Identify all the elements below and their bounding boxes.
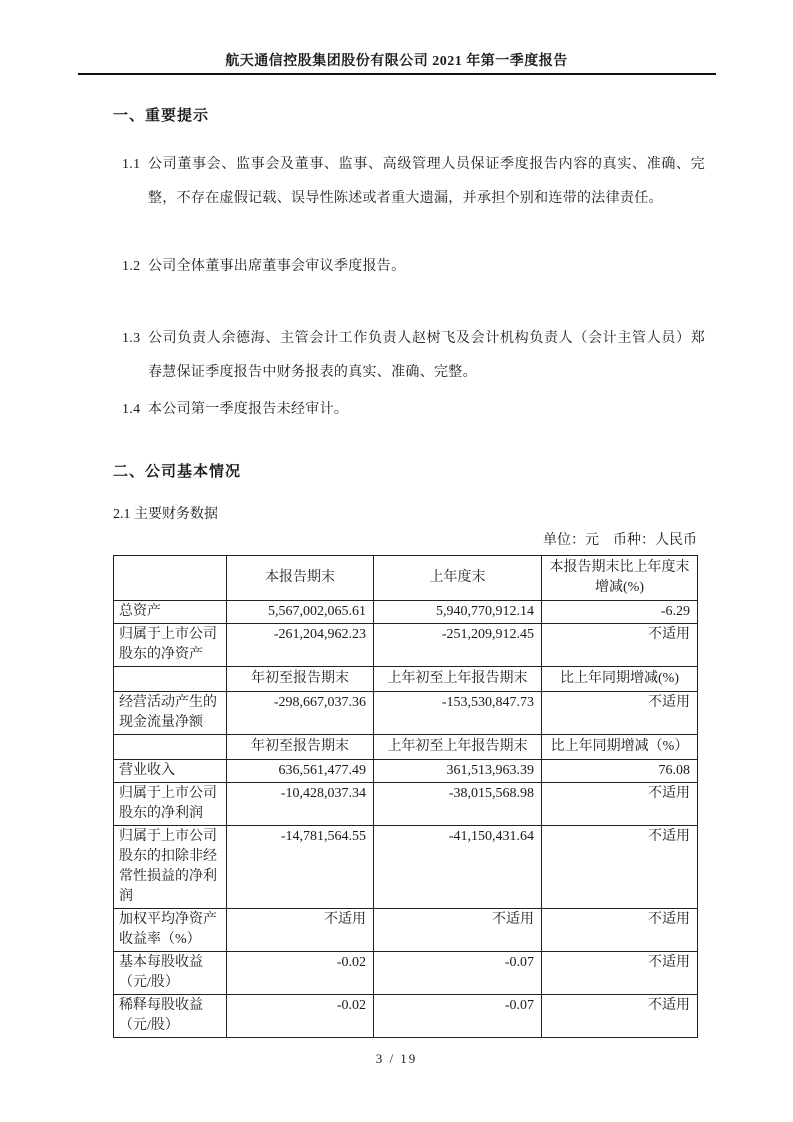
value-cell: 不适用 xyxy=(374,909,542,952)
paragraph-number: 1.4 xyxy=(122,402,141,417)
table-row xyxy=(114,760,698,783)
table-header-cell: 本报告期末 xyxy=(227,556,374,601)
table-header-cell xyxy=(114,667,227,692)
table-header-cell: 本报告期末比上年度末增减(%) xyxy=(542,556,698,601)
value-cell: -0.02 xyxy=(227,995,374,1038)
table-row xyxy=(114,826,698,909)
paragraph-number: 1.2 xyxy=(122,259,141,274)
table-header-cell: 比上年同期增减(%) xyxy=(542,667,698,692)
section-heading-important-notice: 一、重要提示 xyxy=(113,108,210,124)
value-cell: -0.07 xyxy=(374,995,542,1038)
row-label-cell: 归属于上市公司股东的扣除非经常性损益的净利润 xyxy=(114,826,227,909)
table-header-cell xyxy=(114,735,227,760)
paragraph-1-1 xyxy=(113,148,705,216)
value-cell: 不适用 xyxy=(542,624,698,667)
table-header-cell: 上年度末 xyxy=(374,556,542,601)
row-label-cell: 基本每股收益（元/股） xyxy=(114,952,227,995)
table-row xyxy=(114,909,698,952)
row-label-cell: 总资产 xyxy=(114,601,227,624)
section-heading-company-info: 二、公司基本情况 xyxy=(113,464,242,480)
value-cell: 361,513,963.39 xyxy=(374,760,542,783)
table-header-cell: 年初至报告期末 xyxy=(227,667,374,692)
value-cell: -38,015,568.98 xyxy=(374,783,542,826)
paragraph-1-2 xyxy=(113,250,705,284)
value-cell: 76.08 xyxy=(542,760,698,783)
financial-table-body xyxy=(114,556,698,1038)
value-cell: -10,428,037.34 xyxy=(227,783,374,826)
value-cell: 不适用 xyxy=(542,783,698,826)
row-label-cell: 归属于上市公司股东的净利润 xyxy=(114,783,227,826)
paragraph-1-3 xyxy=(113,322,705,390)
table-row xyxy=(114,952,698,995)
currency-unit-note: 单位：元 币种：人民币 xyxy=(543,533,697,548)
header-divider xyxy=(78,73,716,75)
value-cell: -14,781,564.55 xyxy=(227,826,374,909)
table-header-cell: 上年初至上年报告期末 xyxy=(374,735,542,760)
value-cell: 不适用 xyxy=(227,909,374,952)
paragraph-text: 公司全体董事出席董事会审议季度报告。 xyxy=(148,259,406,274)
value-cell: 不适用 xyxy=(542,995,698,1038)
value-cell: -298,667,037.36 xyxy=(227,692,374,735)
value-cell: -251,209,912.45 xyxy=(374,624,542,667)
value-cell: 5,567,002,065.61 xyxy=(227,601,374,624)
value-cell: 5,940,770,912.14 xyxy=(374,601,542,624)
value-cell: 不适用 xyxy=(542,909,698,952)
page-number-indicator: 3 / 19 xyxy=(375,1051,418,1066)
table-row xyxy=(114,624,698,667)
paragraph-text: 本公司第一季度报告未经审计。 xyxy=(148,402,349,417)
table-header-cell: 年初至报告期末 xyxy=(227,735,374,760)
table-row xyxy=(114,692,698,735)
paragraph-text: 公司董事会、监事会及董事、监事、高级管理人员保证季度报告内容的真实、准确、完整，不存在虚假记载、误导性陈述或者重大遗漏，并承担个别和连带的法律责任。 xyxy=(148,157,705,206)
table-header-row xyxy=(114,735,698,760)
value-cell: 不适用 xyxy=(542,692,698,735)
table-header-cell xyxy=(114,556,227,601)
table-header-row xyxy=(114,667,698,692)
value-cell: -0.02 xyxy=(227,952,374,995)
paragraph-text: 公司负责人余德海、主管会计工作负责人赵树飞及会计机构负责人（会计主管人员）郑春慧保证季度报告中财务报表的真实、准确、完整。 xyxy=(148,331,705,380)
value-cell: -0.07 xyxy=(374,952,542,995)
value-cell: -41,150,431.64 xyxy=(374,826,542,909)
row-label-cell: 稀释每股收益（元/股） xyxy=(114,995,227,1038)
value-cell: 不适用 xyxy=(542,952,698,995)
value-cell: 不适用 xyxy=(542,826,698,909)
row-label-cell: 归属于上市公司股东的净资产 xyxy=(114,624,227,667)
value-cell: -153,530,847.73 xyxy=(374,692,542,735)
document-title: 航天通信控股集团股份有限公司 2021 年第一季度报告 xyxy=(225,54,568,69)
table-row xyxy=(114,995,698,1038)
table-header-cell: 比上年同期增减（%） xyxy=(542,735,698,760)
table-header-row xyxy=(114,556,698,601)
table-row xyxy=(114,783,698,826)
value-cell: -261,204,962.23 xyxy=(227,624,374,667)
table-row xyxy=(114,601,698,624)
value-cell: -6.29 xyxy=(542,601,698,624)
row-label-cell: 加权平均净资产收益率（%） xyxy=(114,909,227,952)
table-header-cell: 上年初至上年报告期末 xyxy=(374,667,542,692)
row-label-cell: 营业收入 xyxy=(114,760,227,783)
row-label-cell: 经营活动产生的现金流量净额 xyxy=(114,692,227,735)
paragraph-number: 1.3 xyxy=(122,331,141,346)
paragraph-1-4 xyxy=(113,393,705,427)
subsection-heading-financial-data: 2.1 主要财务数据 xyxy=(113,507,218,522)
paragraph-number: 1.1 xyxy=(122,157,141,172)
page-content xyxy=(113,105,705,1038)
value-cell: 636,561,477.49 xyxy=(227,760,374,783)
financial-table xyxy=(113,555,698,1038)
